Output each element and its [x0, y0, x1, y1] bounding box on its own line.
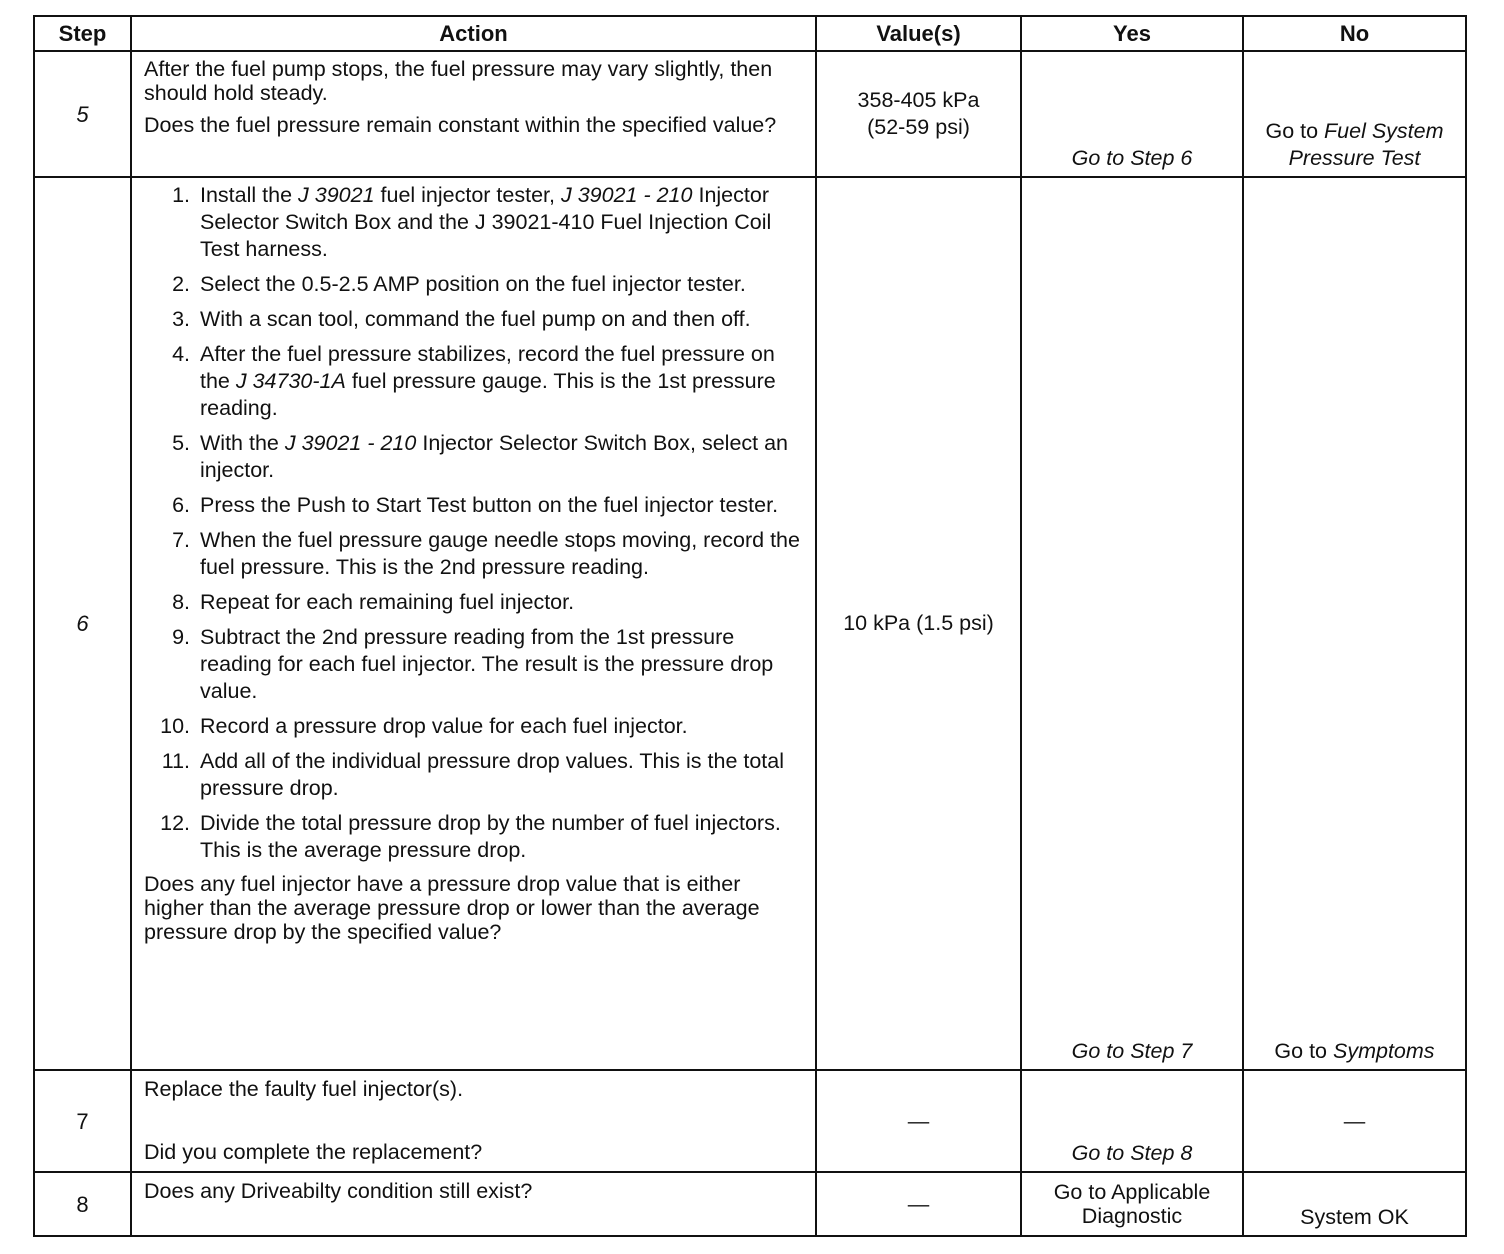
- value-cell: —: [816, 1070, 1021, 1172]
- diagnostic-table: [33, 15, 1467, 1237]
- value-cell: —: [816, 1172, 1021, 1236]
- action-cell: [131, 51, 816, 177]
- table-row-step-5: [34, 51, 1466, 177]
- tool-ref: J 34730-1A: [235, 369, 346, 393]
- yes-link[interactable]: Go to Applicable Diagnostic: [1053, 1180, 1211, 1228]
- action-cell: [131, 1070, 816, 1172]
- action-text: After the fuel pump stops, the fuel pressure may vary slightly, then should hold steady.: [144, 57, 773, 105]
- header-yes: Yes: [1021, 16, 1243, 51]
- list-item: 4. After the fuel pressure stabilizes, record the fuel pressure on the J 34730-1A fuel pressure gauge. This is the 1st pressure reading.: [172, 342, 776, 420]
- procedure-list: [144, 182, 805, 864]
- action-question: Did you complete the replacement?: [144, 1140, 483, 1164]
- yes-cell: [1021, 1070, 1243, 1172]
- action-cell: [131, 177, 816, 1070]
- yes-cell: [1021, 51, 1243, 177]
- list-item: 12. Divide the total pressure drop by the number of fuel injectors. This is the average pressure drop.: [160, 811, 781, 862]
- header-row: [34, 16, 1466, 51]
- action-cell: [131, 1172, 816, 1236]
- no-cell: [1243, 51, 1466, 177]
- list-item: 1. Install the J 39021 fuel injector tester, J 39021 - 210 Injector Selector Switch Box and the J 39021-410 Fuel Injection Coil Test harness.: [172, 183, 772, 261]
- step-number: 7: [34, 1070, 131, 1172]
- header-values: Value(s): [816, 16, 1021, 51]
- yes-link[interactable]: Go to Step 6: [1071, 146, 1193, 170]
- value-line: 358-405 kPa: [857, 88, 980, 112]
- list-item: 6. Press the Push to Start Test button on the fuel injector tester.: [172, 493, 779, 517]
- step-number: 6: [34, 177, 131, 1070]
- no-cell: [1243, 1172, 1466, 1236]
- no-result: System OK: [1300, 1205, 1409, 1229]
- tool-ref: J 39021 - 210: [284, 431, 417, 455]
- no-prefix: Go to: [1265, 119, 1319, 143]
- no-cell: [1243, 177, 1466, 1070]
- action-question: Does any fuel injector have a pressure drop value that is either higher than the average pressure drop or lower than the average pressure drop by the specified value?: [144, 872, 760, 944]
- no-link[interactable]: Fuel System Pressure Test: [1288, 119, 1444, 170]
- table-row-step-8: [34, 1172, 1466, 1236]
- value-cell: [816, 177, 1021, 1070]
- table-row-step-7: [34, 1070, 1466, 1172]
- list-item: 7. When the fuel pressure gauge needle stops moving, record the fuel pressure. This is the 2nd pressure reading.: [172, 528, 800, 579]
- yes-link[interactable]: Go to Step 7: [1071, 1039, 1193, 1063]
- table-row-step-6: [34, 177, 1466, 1070]
- value-line: (52-59 psi): [867, 115, 970, 139]
- step-number: 5: [34, 51, 131, 177]
- list-item: 11. Add all of the individual pressure drop values. This is the total pressure drop.: [161, 749, 785, 800]
- header-step: Step: [34, 16, 131, 51]
- tool-ref: J 39021: [298, 183, 375, 207]
- header-action: Action: [131, 16, 816, 51]
- list-item: 10. Record a pressure drop value for each fuel injector.: [160, 714, 688, 738]
- list-item: 3. With a scan tool, command the fuel pump on and then off.: [172, 307, 751, 331]
- yes-link[interactable]: Go to Step 8: [1071, 1141, 1193, 1165]
- header-no: No: [1243, 16, 1466, 51]
- action-text: Replace the faulty fuel injector(s).: [144, 1077, 464, 1101]
- no-prefix: Go to: [1274, 1039, 1328, 1063]
- list-item: 2. Select the 0.5-2.5 AMP position on the fuel injector tester.: [172, 272, 746, 296]
- action-question: Does the fuel pressure remain constant within the specified value?: [144, 113, 777, 137]
- action-question: Does any Driveabilty condition still exist?: [144, 1179, 533, 1203]
- value-line: 10 kPa (1.5 psi): [843, 611, 994, 635]
- list-item: 9. Subtract the 2nd pressure reading from the 1st pressure reading for each fuel injector. The result is the pressure drop value.: [172, 625, 774, 703]
- tool-ref: J 39021 - 210: [560, 183, 693, 207]
- step-number: 8: [34, 1172, 131, 1236]
- no-link[interactable]: Symptoms: [1333, 1039, 1435, 1063]
- list-item: 5. With the J 39021 - 210 Injector Selector Switch Box, select an injector.: [172, 431, 789, 482]
- yes-cell: [1021, 1172, 1243, 1236]
- value-cell: [816, 51, 1021, 177]
- list-item: 8. Repeat for each remaining fuel injector.: [172, 590, 575, 614]
- no-cell: —: [1243, 1070, 1466, 1172]
- yes-cell: [1021, 177, 1243, 1070]
